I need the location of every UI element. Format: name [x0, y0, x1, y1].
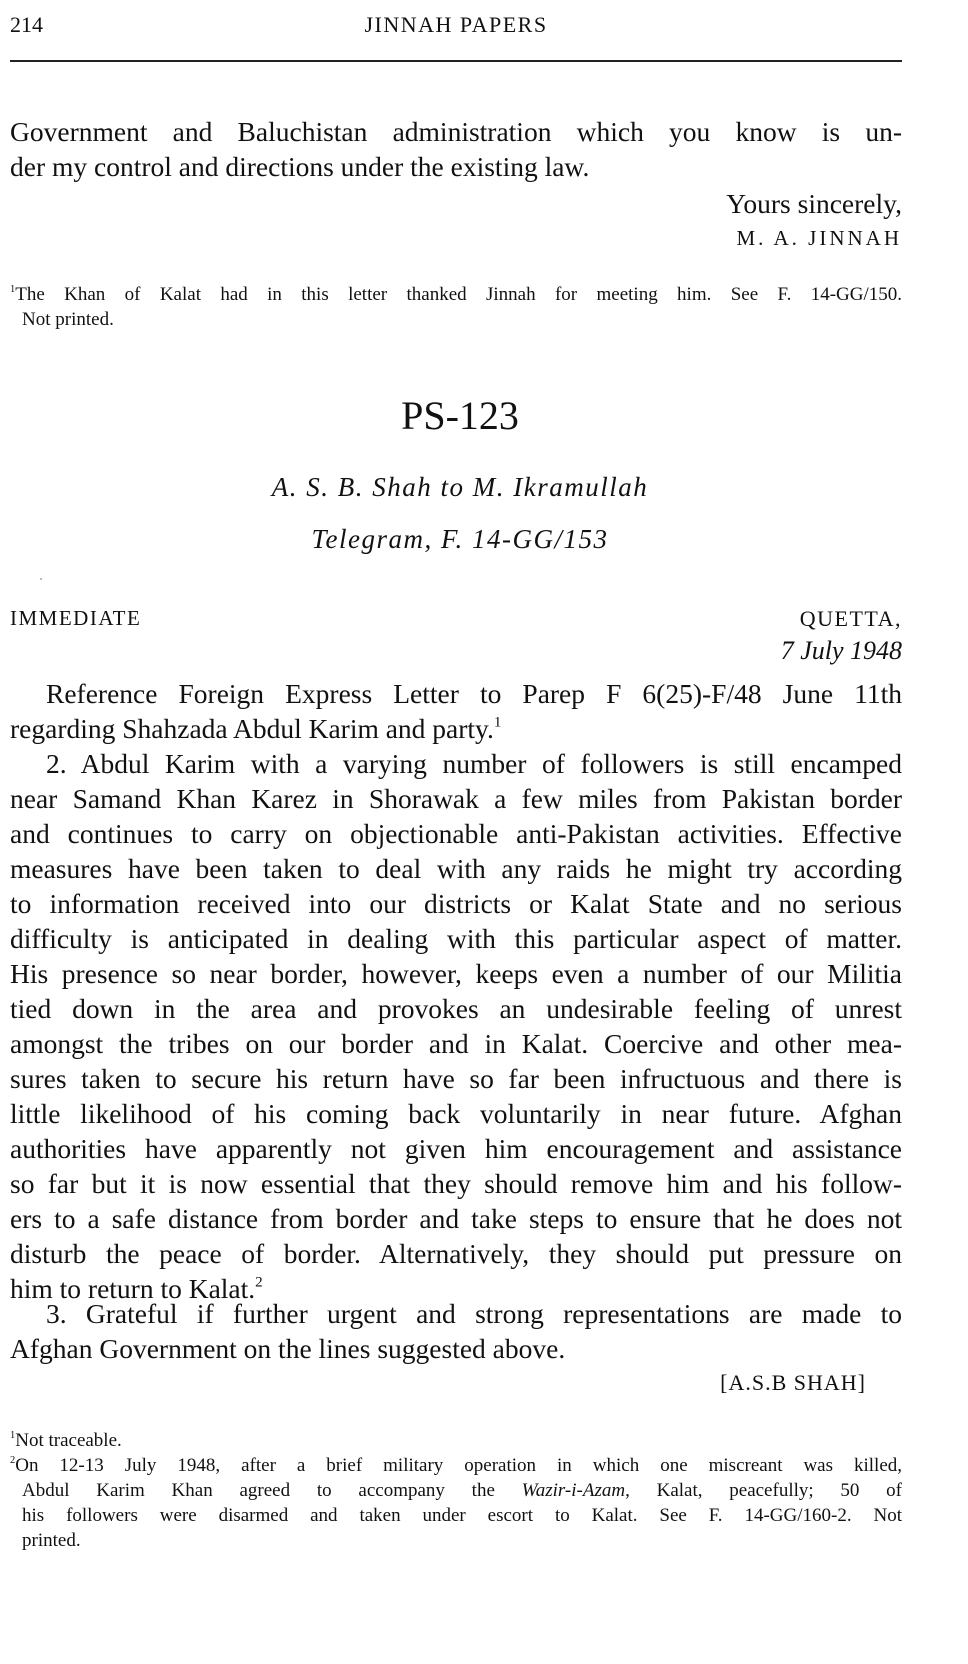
telegram-signoff: [A.S.B SHAH]: [720, 1370, 866, 1395]
letter-continuation: [10, 114, 902, 184]
text-line: disturb the peace of border. Alternatively, they should put pressure on: [10, 1238, 902, 1269]
telegram-paragraph-3: [10, 1296, 902, 1366]
page-header: [10, 12, 902, 52]
print-speck: [40, 578, 42, 580]
text-line: so far but it is now essential that they should remove him and his follow-: [10, 1168, 902, 1199]
footnote-ref: 1: [493, 714, 502, 731]
footnote-line: printed.: [22, 1530, 81, 1551]
footnote-marker: 1: [10, 284, 16, 296]
text-line: Reference Foreign Express Letter to Parep F 6(25)-F/48 June 11th: [46, 678, 902, 709]
text-line: near Samand Khan Karez in Shorawak a few miles from Pakistan border: [10, 783, 902, 814]
text-line: der my control and directions under the existing law.: [10, 151, 590, 182]
footnote-line: [10, 1428, 902, 1453]
footnote-line: [10, 1453, 902, 1478]
text-segment: him to return to Kalat.: [10, 1273, 256, 1304]
priority-label: IMMEDIATE: [10, 606, 142, 630]
text-line: ers to a safe distance from border and take steps to ensure that he does not: [10, 1203, 902, 1234]
text-line: difficulty is anticipated in dealing with this particular aspect of matter.: [10, 923, 902, 954]
text-line: Afghan Government on the lines suggested above.: [10, 1333, 566, 1364]
text-line: Government and Baluchistan administration which you know is un-: [10, 116, 902, 147]
text-segment: regarding Shahzada Abdul Karim and party.: [10, 713, 494, 744]
footnote-text: Not traceable.: [15, 1430, 122, 1451]
running-title: JINNAH PAPERS: [364, 12, 548, 37]
footnote-line: [10, 1478, 902, 1503]
telegram-paragraph-1: [10, 676, 902, 746]
telegram-paragraph-2: [10, 746, 902, 1306]
footnote-line: [10, 282, 902, 307]
footnote-text: The Khan of Kalat had in this letter thanked Jinnah for meeting him. See F. 14-GG/150.: [15, 284, 902, 305]
footnotes-bottom: [10, 1428, 902, 1553]
place-line: QUETTA,: [799, 606, 902, 631]
text-line: tied down in the area and provokes an undesirable feeling of unrest: [10, 993, 902, 1024]
footnote-text: , Kalat, peacefully; 50 of: [625, 1480, 903, 1501]
footnote-italic-term: Wazir-i-Azam: [521, 1480, 626, 1501]
text-line: His presence so near border, however, keeps even a number of our Militia: [10, 958, 902, 989]
document-number: PS-123: [401, 393, 519, 438]
text-line: and continues to carry on objectionable anti-Pakistan activities. Effective: [10, 818, 902, 849]
text-line: little likelihood of his coming back voluntarily in near future. Afghan: [10, 1098, 902, 1129]
text-line: [10, 711, 902, 746]
footnote-line: Not printed.: [22, 309, 114, 330]
document-from-to: A. S. B. Shah to M. Ikramullah: [271, 472, 649, 502]
date-line: 7 July 1948: [780, 636, 902, 665]
footnote-text: On 12-13 July 1948, after a brief military operation in which one miscreant was killed,: [15, 1455, 902, 1476]
text-line: authorities have apparently not given him encouragement and assistance: [10, 1133, 902, 1164]
footnote-line: his followers were disarmed and taken under escort to Kalat. See F. 14-GG/160-2. Not: [22, 1505, 902, 1526]
document-reference: Telegram, F. 14-GG/153: [311, 524, 609, 554]
footnote-marker: 2: [10, 1455, 16, 1467]
closing-salutation: Yours sincerely,: [726, 188, 902, 219]
text-line: measures have been taken to deal with any raids he might try according: [10, 853, 902, 884]
page-number: 214: [10, 12, 43, 37]
text-line: 2. Abdul Karim with a varying number of followers is still encamped: [46, 748, 902, 779]
text-line: sures taken to secure his return have so far been infructuous and there is: [10, 1063, 902, 1094]
footnote-top: [10, 282, 902, 332]
header-rule: [10, 60, 902, 62]
footnote-text: Abdul Karim Khan agreed to accompany the: [22, 1480, 522, 1501]
footnote-marker: 1: [10, 1430, 16, 1442]
text-line: to information received into our districts or Kalat State and no serious: [10, 888, 902, 919]
signature: M. A. JINNAH: [736, 226, 902, 250]
text-line: amongst the tribes on our border and in Kalat. Coercive and other mea-: [10, 1028, 902, 1059]
footnote-ref: 2: [255, 1274, 263, 1291]
text-line: 3. Grateful if further urgent and strong representations are made to: [46, 1298, 902, 1329]
